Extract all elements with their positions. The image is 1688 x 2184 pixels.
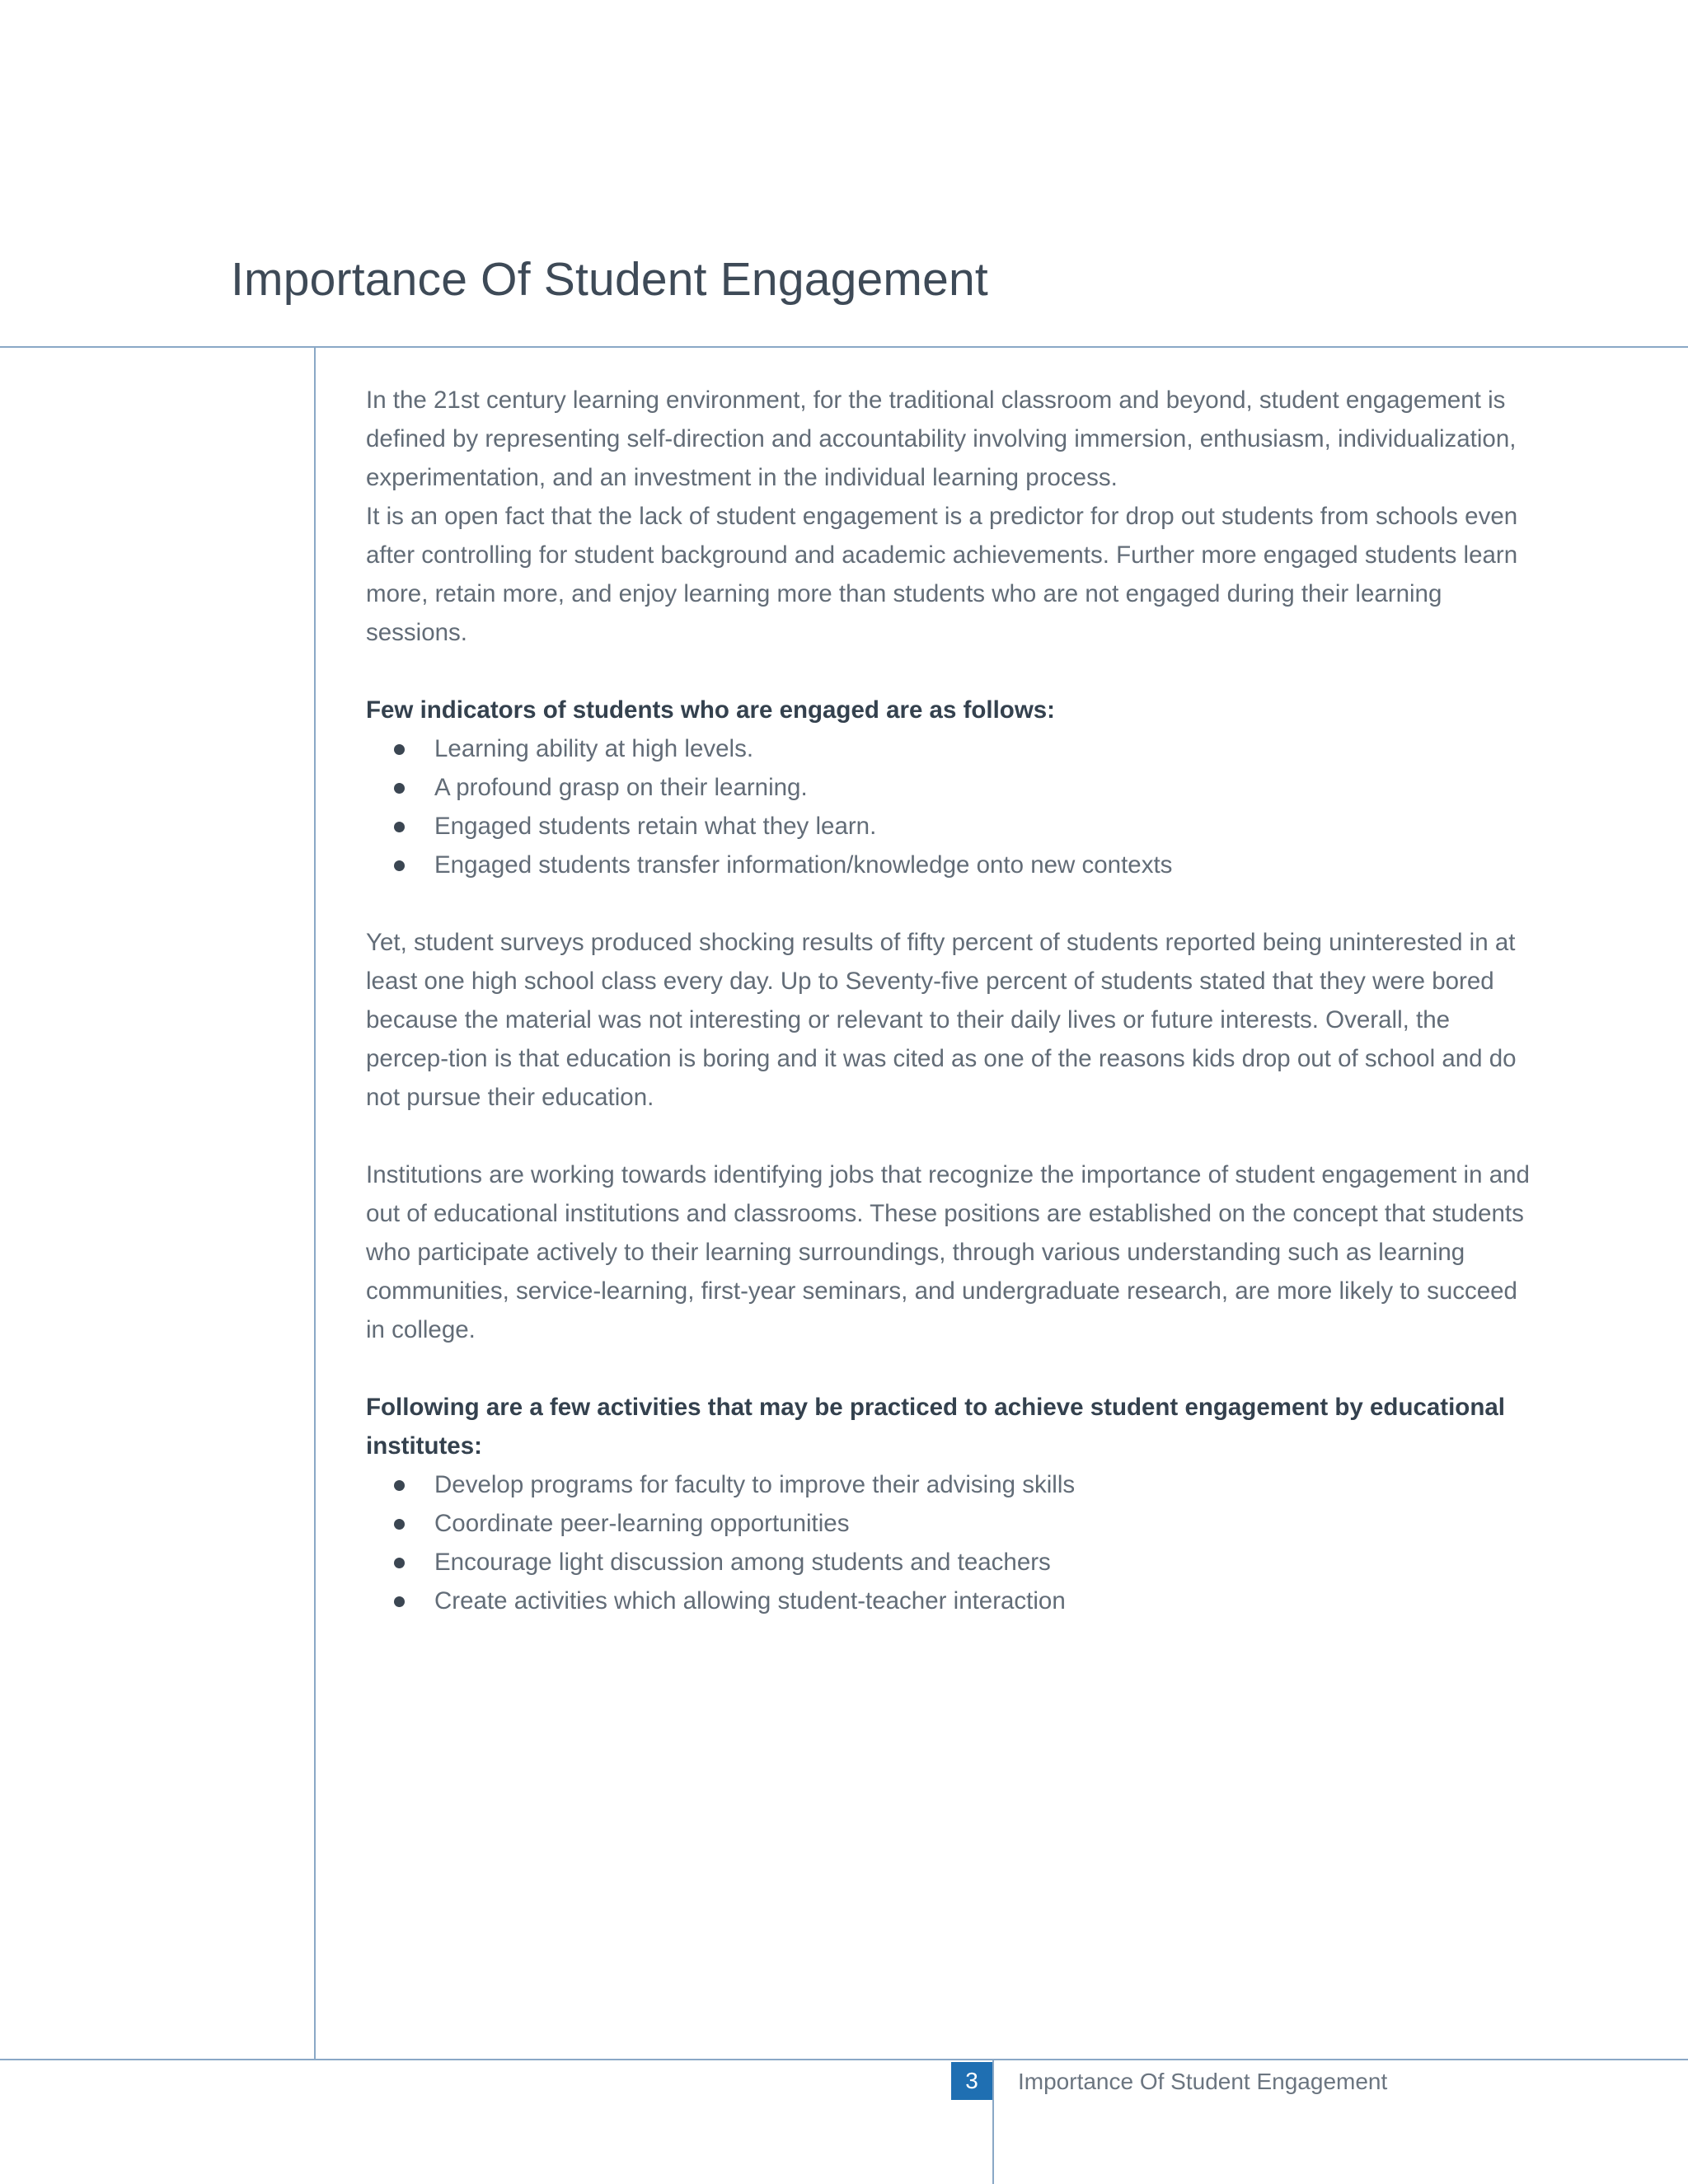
list-item: Develop programs for faculty to improve their advising skills <box>366 1465 1536 1504</box>
second-paragraph: It is an open fact that the lack of student engagement is a predictor for drop out students from schools even after controlling for student background and academic achievements. Further more engaged students learn more, retain more, and enjoy learning more than students who are not engaged during their learning sessions. <box>366 503 1518 646</box>
list-item: Engaged students transfer information/knowledge onto new contexts <box>366 846 1536 884</box>
survey-paragraph: Yet, student surveys produced shocking results of fifty percent of students reported being uninterested in at least one high school class every day. Up to Seventy-five percent of students stated that they were bored because the material was not interesting or relevant to their daily lives or future interests. Overall, the percep-tion is that education is boring and it was cited as one of the reasons kids drop out of school and do not pursue their education. <box>366 929 1517 1111</box>
institutions-paragraph: Institutions are working towards identifying jobs that recognize the importance of student engagement in and out of educational institutions and classrooms. These positions are established on the concept that students who participate actively to their learning surroundings, through various understanding such as learning communities, service-learning, first-year seminars, and undergraduate research, are more likely to succeed in college. <box>366 1161 1530 1343</box>
activities-heading: Following are a few activities that may be practiced to achieve student engagement by educational institutes: <box>366 1394 1505 1460</box>
footer-running-title: Importance Of Student Engagement <box>1018 2069 1388 2094</box>
page-title: Importance Of Student Engagement <box>231 253 988 306</box>
left-margin-rule <box>314 346 316 2060</box>
activities-list <box>366 1465 1536 1620</box>
list-item: Coordinate peer-learning opportunities <box>366 1504 1536 1543</box>
page-number-badge: 3 <box>951 2062 992 2100</box>
list-item: Learning ability at high levels. <box>366 729 1536 768</box>
list-item: Encourage light discussion among students and teachers <box>366 1543 1536 1582</box>
footer-divider <box>0 2059 1688 2060</box>
header-divider <box>0 346 1688 348</box>
footer-separator-rule <box>992 2059 994 2184</box>
main-content <box>366 381 1536 1620</box>
list-item: Create activities which allowing student-teacher interaction <box>366 1582 1536 1620</box>
indicators-heading: Few indicators of students who are engaged are as follows: <box>366 696 1055 724</box>
intro-paragraph: In the 21st century learning environment, for the traditional classroom and beyond, student engagement is defined by representing self-direction and accountability involving immersion, enthusiasm, individualization, experimentation, and an investment in the individual learning process. <box>366 387 1517 491</box>
list-item: Engaged students retain what they learn. <box>366 807 1536 846</box>
indicators-list <box>366 729 1536 884</box>
list-item: A profound grasp on their learning. <box>366 768 1536 807</box>
